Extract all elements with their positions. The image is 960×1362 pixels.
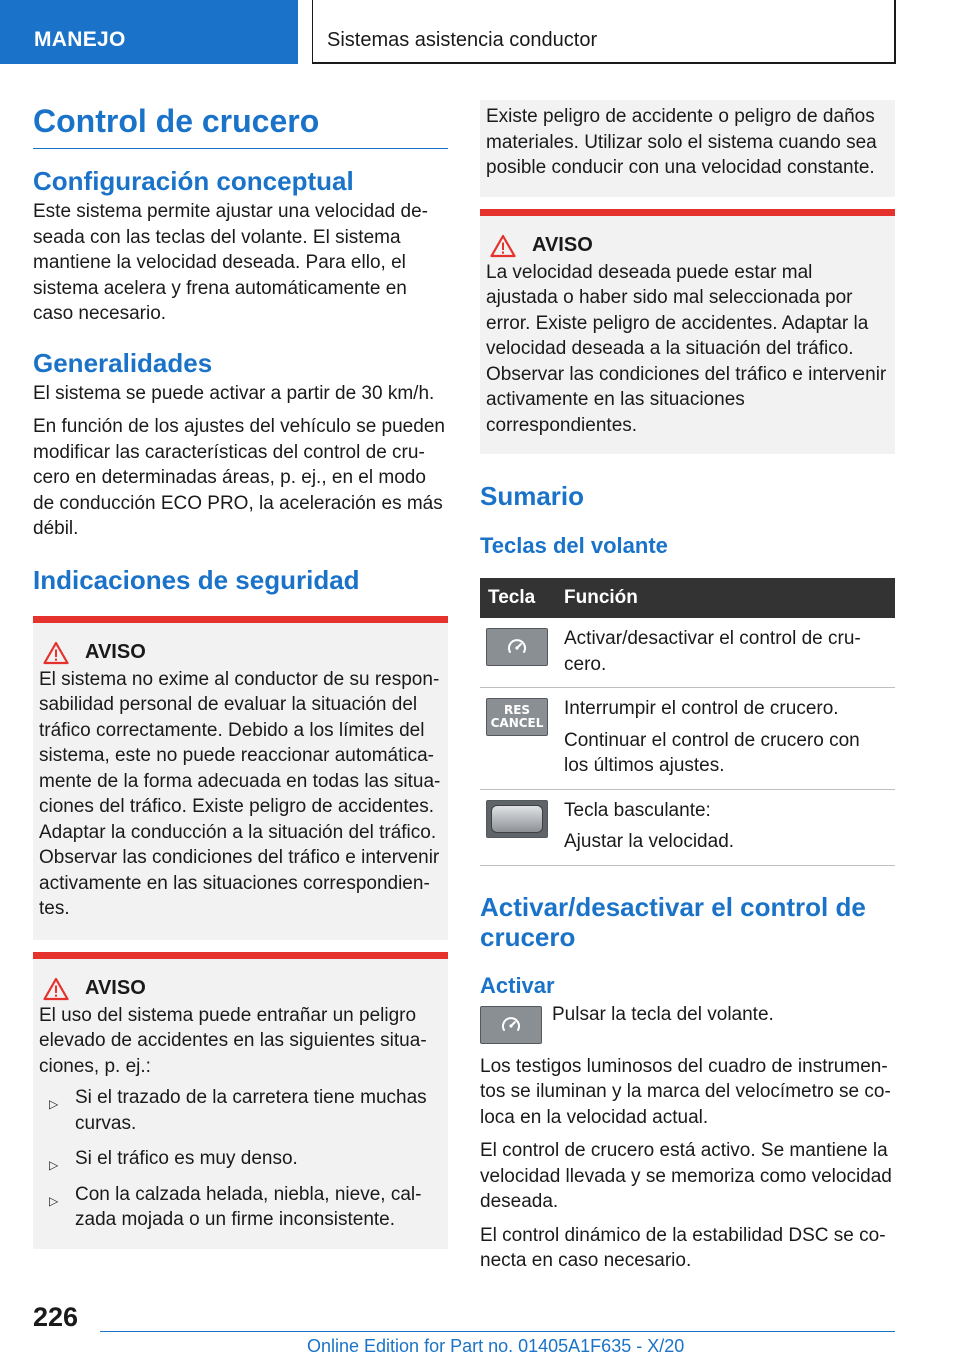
activate-text-2: El control de crucero está activo. Se mantiene la velocidad llevada y se memoriza como velocidad deseada.	[480, 1140, 892, 1212]
bullet-triangle-icon: ▷	[49, 1097, 59, 1111]
cruise-control-icon	[486, 628, 548, 666]
warning-text: La velocidad deseada puede estar mal ajustada o haber sido mal seleccionada por error. Existe peligro de accidentes. Adaptar la velocidad deseada a la situación del tráfico. Observar las condiciones del tráfico e intervenir activamente en las situaciones correspondientes.	[486, 261, 887, 436]
function-text: Activar/desactivar el control de crucero.	[564, 628, 861, 675]
warning-continuation-text: Existe peligro de accidente o peligro de daños materiales. Utilizar solo el sistema cuando sea posible conducir con una velocidad constante.	[486, 106, 877, 178]
rocker-switch-icon	[486, 800, 548, 838]
activate-text-3: El control dinámico de la estabilidad DSC se conecta en caso necesario.	[480, 1224, 886, 1271]
activate-heading: Activar/desactivar el control de crucero	[480, 891, 866, 952]
warning-label: AVISO	[85, 641, 146, 663]
warning-continuation	[480, 100, 895, 197]
list-item: ▷ Si el trazado de la carretera tiene muchas curvas.	[49, 1087, 427, 1134]
bullet-triangle-icon: ▷	[49, 1193, 59, 1208]
cruise-control-icon	[480, 1006, 542, 1044]
general-text-2: En función de los ajustes del vehículo se pueden modificar las características del control de crucero en determinadas áreas, p. ej., en el modo de conducción ECO PRO, la aceleración es más débil.	[33, 416, 445, 539]
warning-box-2	[33, 952, 448, 1249]
page-number: 226	[33, 1302, 79, 1332]
warning-box-1	[33, 616, 448, 940]
warning-box-3	[480, 209, 895, 455]
warning-triangle-icon	[43, 641, 69, 665]
table-row	[480, 789, 895, 865]
bullet-triangle-icon: ▷	[49, 1158, 59, 1172]
chapter-title: Sistemas asistencia conductor	[327, 29, 598, 51]
warning-text: El uso del sistema puede entrañar un peligro elevado de accidentes en las siguientes situaciones, p. ej.:	[39, 1004, 427, 1077]
summary-heading: Sumario	[480, 481, 585, 511]
general-heading: Generalidades	[33, 347, 213, 378]
function-text: Continuar el control de crucero con los últimos ajustes.	[564, 729, 860, 776]
list-item: ▷ Si el tráfico es muy denso.	[39, 1146, 442, 1172]
activate-subheading: Activar	[480, 972, 555, 998]
left-column	[33, 100, 448, 1249]
footer-divider	[100, 1331, 895, 1332]
steering-keys-table	[480, 578, 895, 866]
function-text: Interrumpir el control de crucero.	[564, 698, 839, 719]
table-header-row	[480, 578, 895, 618]
concept-text: Este sistema permite ajustar una velocidad deseada con las teclas del volante. El sistema mantiene la velocidad deseada. Para ello, el sistema acelera y frena automáticamente en caso necesario.	[33, 201, 428, 324]
page-title: Control de crucero	[33, 100, 448, 149]
section-tab	[0, 0, 298, 64]
list-item: ▷ Con la calzada helada, niebla, nieve, calzada mojada o un firme inconsistente.	[49, 1183, 422, 1230]
res-cancel-icon: RES CANCEL	[486, 698, 548, 736]
column-header-function: Función	[556, 578, 895, 618]
press-text: Pulsar la tecla del volante.	[552, 1003, 774, 1025]
warning-triangle-icon	[490, 234, 516, 258]
warning-triangle-icon	[43, 977, 69, 1001]
safety-heading: Indicaciones de seguridad	[33, 564, 360, 595]
section-title: MANEJO	[34, 28, 126, 51]
warning-label: AVISO	[532, 234, 593, 256]
keys-subheading: Teclas del volante	[480, 533, 668, 558]
general-text-1: El sistema se puede activar a partir de 30 km/h.	[33, 382, 435, 404]
table-row	[480, 688, 895, 790]
warning-label: AVISO	[85, 977, 146, 999]
activate-text-1: Los testigos luminosos del cuadro de instrumentos se iluminan y la marca del velocímetro se coloca en la velocidad actual.	[480, 1055, 891, 1128]
edition-text: Online Edition for Part no. 01405A1F635 - X/20	[307, 1336, 685, 1356]
warning-bullet-list	[39, 1085, 442, 1233]
warning-text: El sistema no exime al conductor de su responsabilidad personal de evaluar la situación del tráfico correctamente. Debido a los límites del sistema, este no puede reaccionar automáticamente de la forma adecuada en todas las situaciones del tráfico. Existe peligro de accidentes. Adaptar la conducción a la situación del tráfico. Observar las condiciones del tráfico e intervenir activamente en las situaciones correspondientes.	[39, 668, 441, 919]
press-instruction	[480, 1003, 895, 1044]
concept-heading: Configuración conceptual	[33, 166, 354, 196]
column-header-key: Tecla	[480, 578, 556, 618]
right-column	[480, 100, 895, 1282]
function-text: Tecla basculante:	[564, 799, 711, 821]
table-row	[480, 618, 895, 688]
chapter-box	[312, 0, 896, 64]
function-text: Ajustar la velocidad.	[564, 831, 735, 852]
